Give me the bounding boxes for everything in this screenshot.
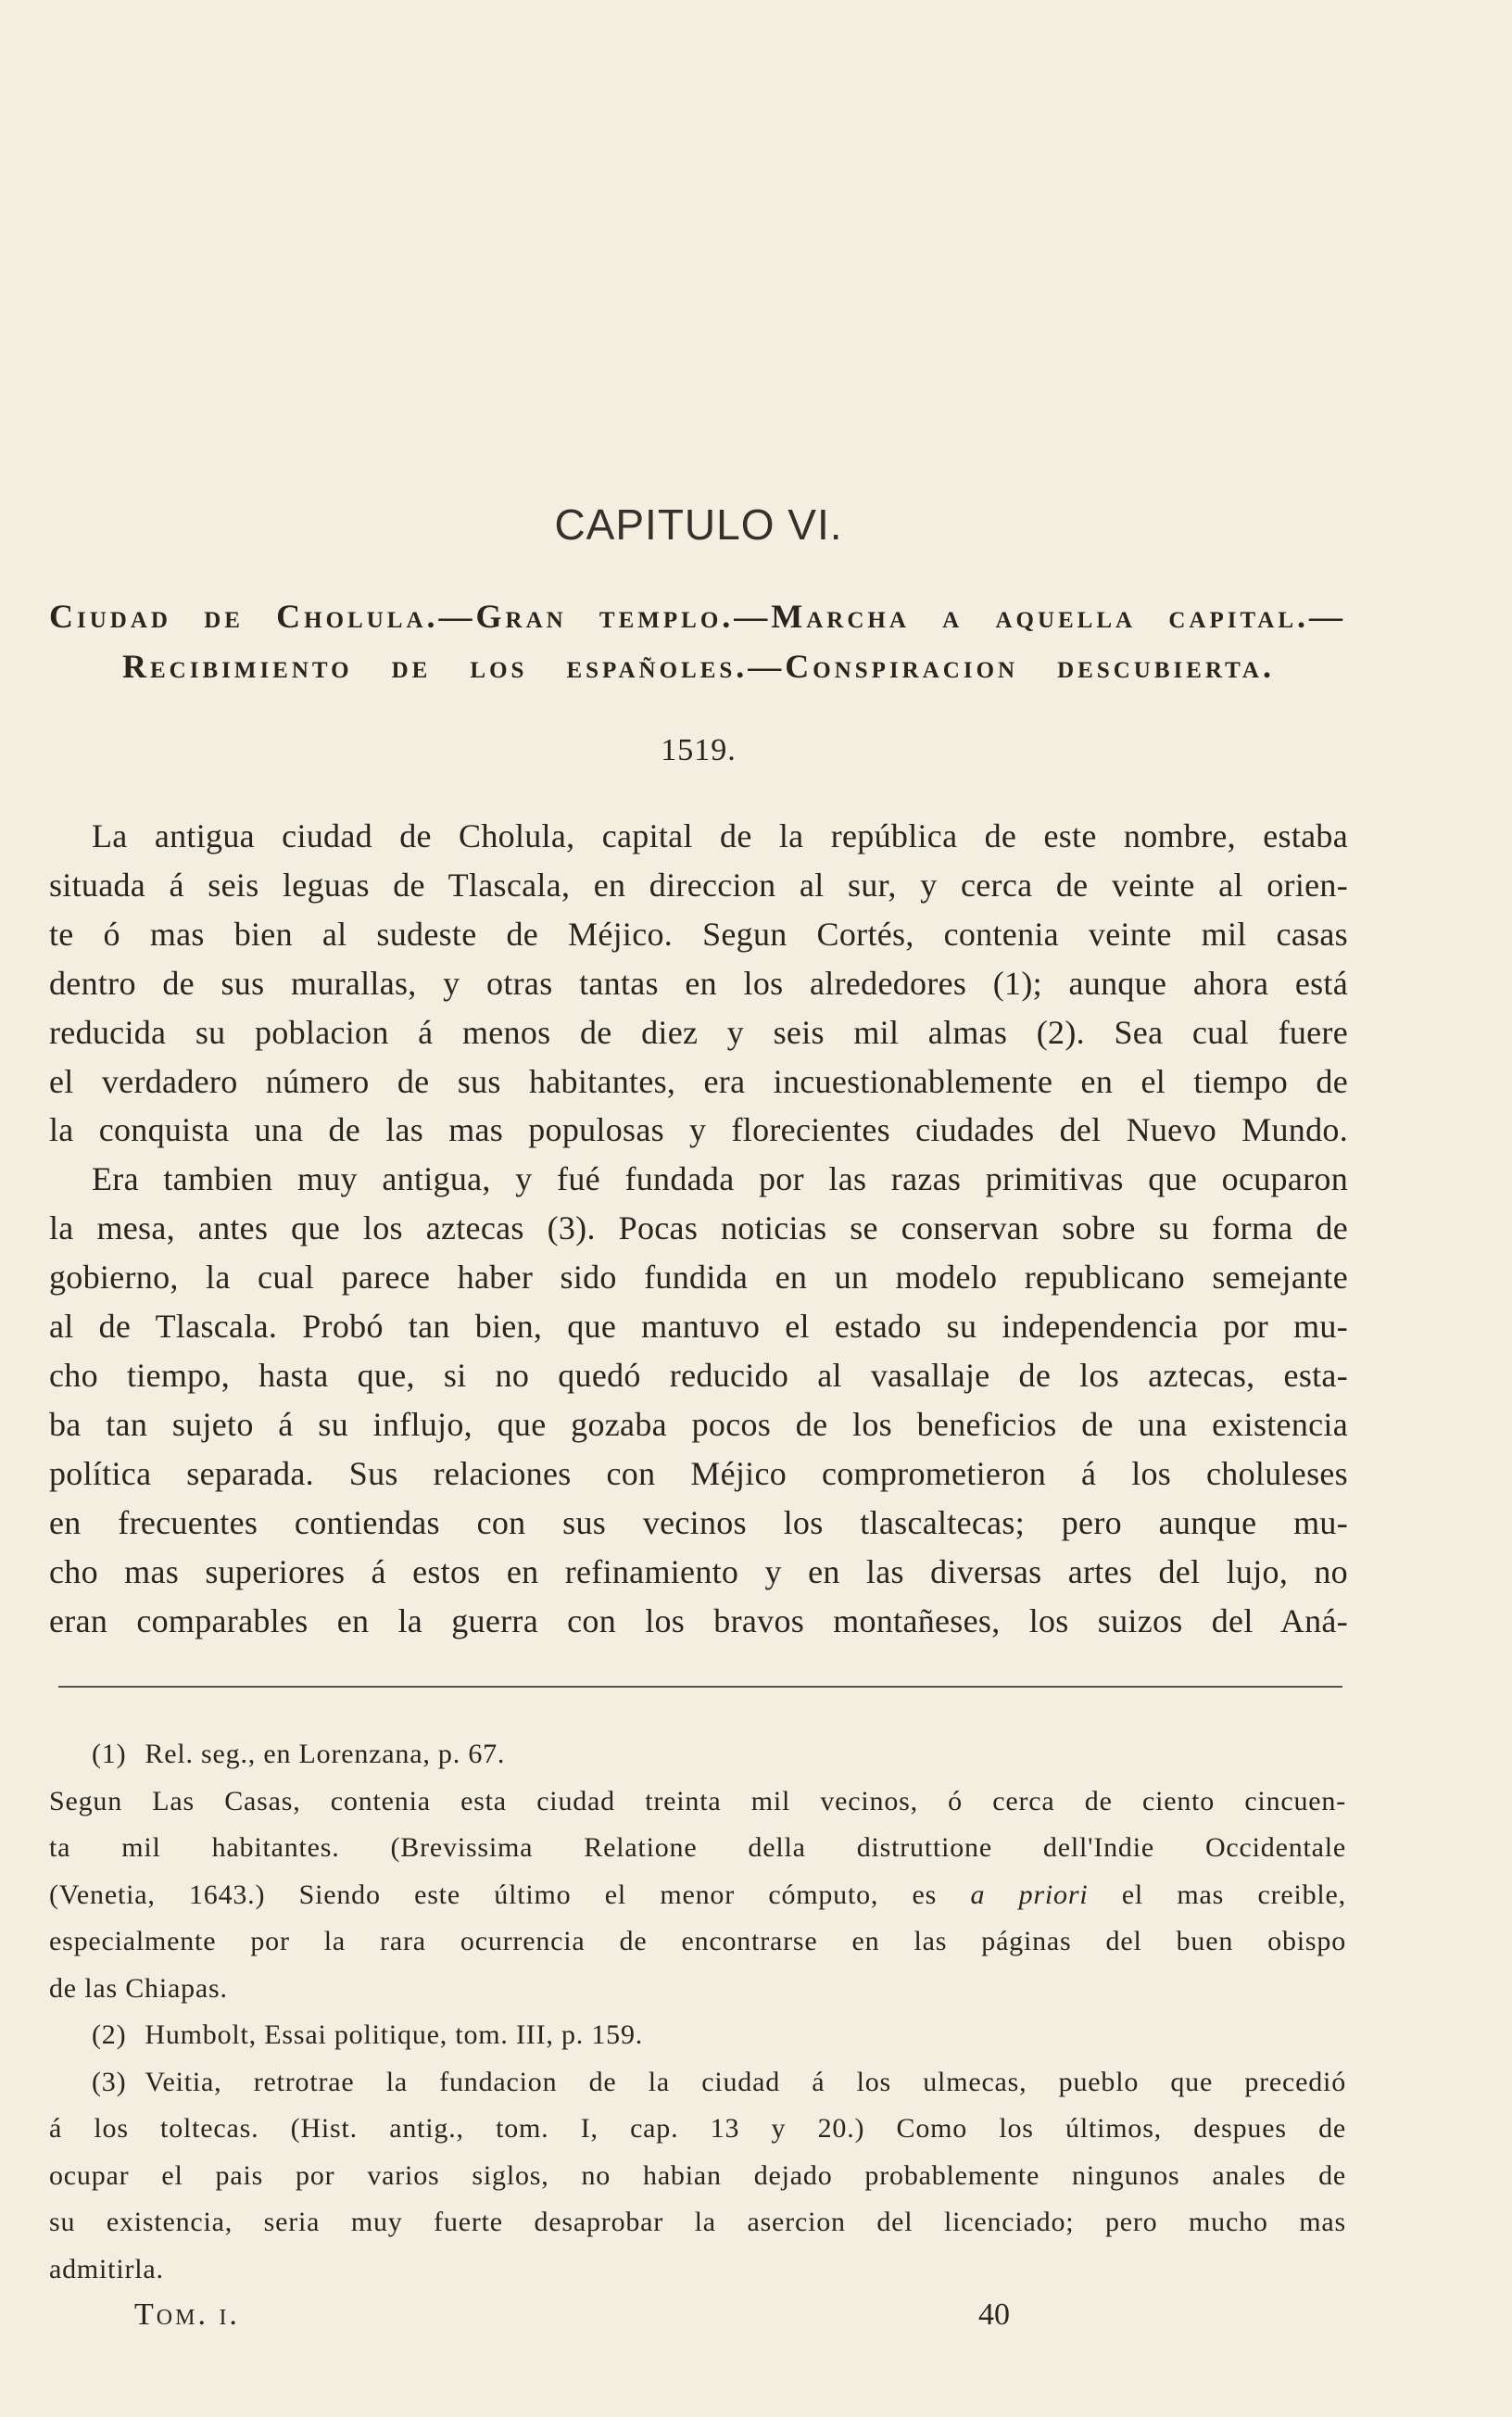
body-line: política separada. Sus relaciones con Méjico comprometieron á los choluleses — [49, 1454, 1348, 1492]
footnote-divider — [58, 1686, 1342, 1688]
body-line: al de Tlascala. Probó tan bien, que mantuvo el estado su independencia por mu- — [49, 1308, 1348, 1346]
footnote-text: el mas creible, — [1121, 1879, 1346, 1910]
body-line: la conquista una de las mas populosas y florecientes ciudades del Nuevo Mundo. — [49, 1111, 1348, 1149]
body-line: la mesa, antes que los aztecas (3). Pocas noticias se conservan sobre su forma de — [49, 1209, 1348, 1247]
footnote-line — [49, 2059, 1346, 2107]
footnote-line: especialmente por la rara ocurrencia de encontrarse en las páginas del buen obispo — [49, 1926, 1346, 1956]
body-line: reducida su poblacion á menos de diez y seis mil almas (2). Sea cual fuere — [49, 1013, 1348, 1051]
chapter-summary-line: Recibimiento de los españoles.—Conspiracion descubierta. — [122, 648, 1275, 685]
footnote-line: ocupar el pais por varios siglos, no habian dejado probablemente ningunos anales de — [49, 2159, 1346, 2191]
body-line: eran comparables en la guerra con los bravos montañeses, los suizos del Aná- — [49, 1601, 1348, 1639]
footnote-text: (Venetia, 1643.) Siendo este último el menor cómputo, es — [49, 1879, 938, 1910]
chapter-summary — [49, 591, 1346, 691]
footnote-line — [49, 1731, 1346, 1778]
footer-volume: Tom. i. — [134, 2297, 240, 2332]
body-line: situada á seis leguas de Tlascala, en direccion al sur, y cerca de veinte al orien- — [49, 866, 1348, 904]
body-text — [49, 812, 1348, 1645]
chapter-summary-line: Ciudad de Cholula.—Gran templo.—Marcha a aquella capital.— — [49, 598, 1346, 635]
body-line: cho tiempo, hasta que, si no quedó reducido al vasallaje de los aztecas, esta- — [49, 1356, 1348, 1394]
body-line: en frecuentes contiendas con sus vecinos los tlascaltecas; pero aunque mu- — [49, 1503, 1348, 1541]
chapter-year: 1519. — [661, 733, 737, 767]
footnote-line: de las Chiapas. — [49, 1972, 228, 2004]
footnote-line — [49, 1872, 1346, 1919]
footnote-marker: (2) — [92, 2019, 127, 2050]
body-line: ba tan sujeto á su influjo, que gozaba pocos de los beneficios de una existencia — [49, 1405, 1348, 1443]
footnote-line: ta mil habitantes. (Brevissima Relatione della distruttione dell'Indie Occidentale — [49, 1832, 1346, 1863]
chapter-title: CAPITULO VI. — [554, 500, 843, 549]
footnotes — [49, 1731, 1346, 2293]
footnote-line — [49, 2012, 1346, 2059]
footnote-line: admitirla. — [49, 2253, 164, 2284]
footnote-marker: (3) — [92, 2066, 127, 2097]
page-number: 40 — [978, 2297, 1010, 2332]
body-line: te ó mas bien al sudeste de Méjico. Segun Cortés, contenia veinte mil casas — [49, 915, 1348, 953]
body-line: La antigua ciudad de Cholula, capital de la república de este nombre, estaba — [92, 817, 1348, 854]
body-line: Era tambien muy antigua, y fué fundada por las razas primitivas que ocuparon — [92, 1160, 1348, 1198]
footnote-line: su existencia, seria muy fuerte desaprobar la asercion del licenciado; pero mucho mas — [49, 2207, 1346, 2237]
body-line: gobierno, la cual parece haber sido fundida en un modelo republicano semejante — [49, 1259, 1348, 1297]
footnote-italic-text: a priori — [970, 1879, 1089, 1910]
body-line: cho mas superiores á estos en refinamiento y en las diversas artes del lujo, no — [49, 1552, 1348, 1590]
footnote-text: Humbolt, Essai politique, tom. III, p. 159. — [145, 2019, 644, 2050]
footnote-marker: (1) — [92, 1739, 127, 1769]
body-line: dentro de sus murallas, y otras tantas en los alrededores (1); aunque ahora está — [49, 964, 1348, 1002]
footnote-line: á los toltecas. (Hist. antig., tom. I, cap. 13 y 20.) Como los últimos, despues de — [49, 2113, 1346, 2144]
body-line: el verdadero número de sus habitantes, era incuestionablemente en el tiempo de — [49, 1062, 1348, 1100]
footnote-line: Segun Las Casas, contenia esta ciudad treinta mil vecinos, ó cerca de ciento cincuen- — [49, 1785, 1346, 1816]
footnote-text: Veitia, retrotrae la fundacion de la ciudad á los ulmecas, pueblo que precedió — [145, 2066, 1346, 2097]
footnote-text: Rel. seg., en Lorenzana, p. 67. — [145, 1739, 506, 1769]
